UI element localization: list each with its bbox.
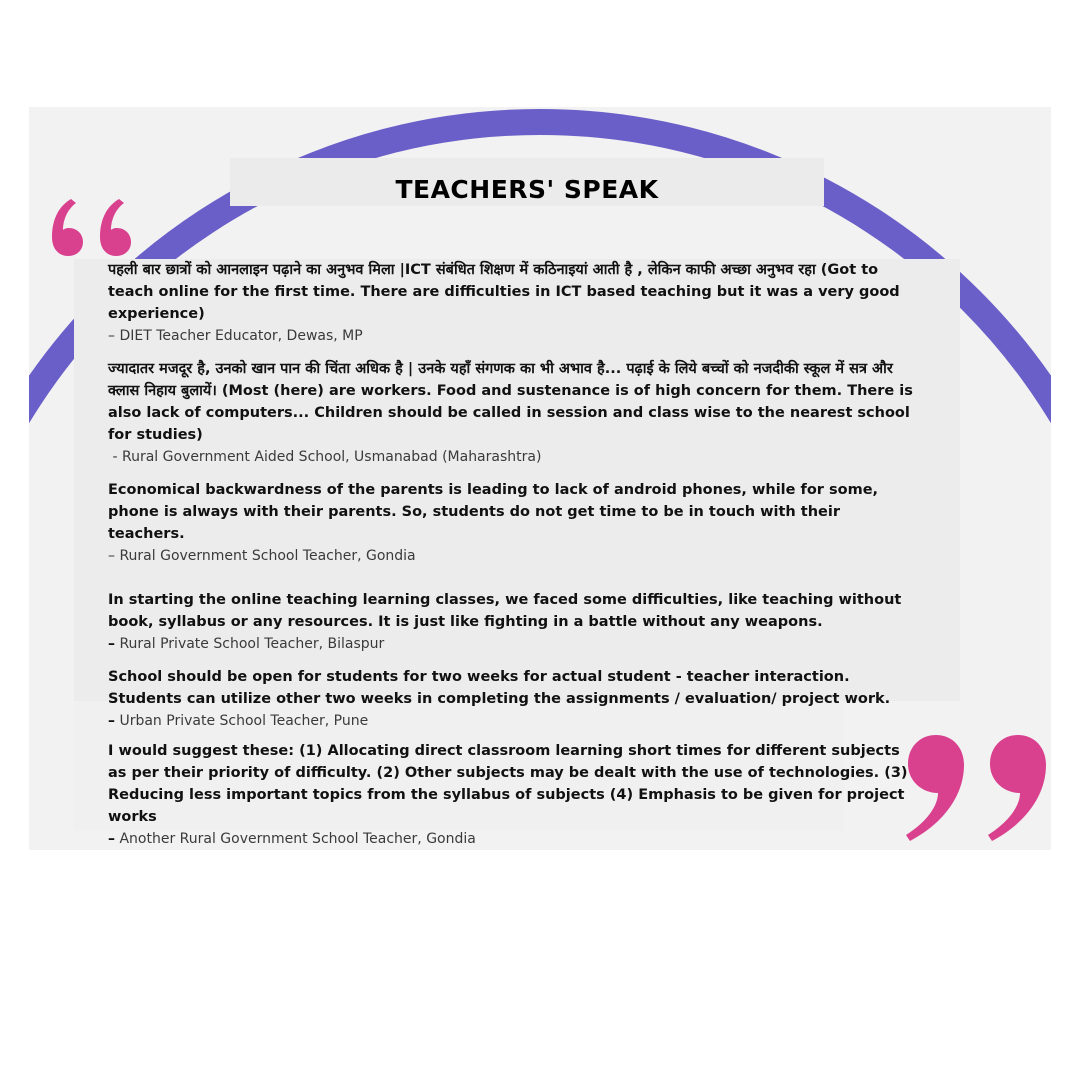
quote-text: In starting the online teaching learning classes, we faced some difficulties, like teaching without book, syllabus or any resources. It is just like fighting in a battle without any weapons. (108, 592, 902, 630)
quote-source (108, 710, 920, 732)
source-dash: – (108, 548, 115, 564)
source-name: Rural Government Aided School, Usmanabad (Maharashtra) (121, 449, 542, 465)
quote-text: पहली बार छात्रों को आनलाइन पढ़ाने का अनुभव मिला |ICT संबंधित शिक्षण में कठिनाइयां आती है , लेकिन काफी अच्छा अनुभव रहा (Got to teach online for the first time. There are difficulties in ICT based teaching but it was a very good experience) (108, 262, 900, 322)
quote-source (108, 633, 920, 655)
quote-text: Economical backwardness of the parents is leading to lack of android phones, while for some, phone is always with their parents. So, students do not get time to be in touch with their teachers. (108, 482, 879, 542)
content-panel (29, 107, 1051, 850)
close-quote-icon (902, 735, 1050, 843)
source-name: Urban Private School Teacher, Pune (119, 713, 369, 729)
source-name: Rural Government School Teacher, Gondia (119, 548, 416, 564)
quote-item (108, 358, 920, 468)
source-dash: – (108, 831, 115, 847)
quote-item (108, 479, 920, 567)
quotes-list (108, 259, 920, 850)
quote-text: I would suggest these: (1) Allocating direct classroom learning short times for different subjects as per their priority of difficulty. (2) Other subjects may be dealt with the use of technologies. (3) Reducing less important topics from the syllabus of subjects (4) Emphasis to be given for project works (108, 743, 908, 825)
source-dash: - (112, 449, 118, 465)
quote-source (108, 828, 920, 850)
source-dash: – (108, 636, 115, 652)
quote-item (108, 740, 920, 850)
quote-source (108, 325, 920, 347)
quote-item (108, 589, 920, 655)
source-dash: – (108, 713, 115, 729)
source-dash: – (108, 328, 115, 344)
source-name: DIET Teacher Educator, Dewas, MP (119, 328, 363, 344)
quote-text: School should be open for students for two weeks for actual student - teacher interaction. Students can utilize other two weeks in completing the assignments / evaluation/ project work. (108, 669, 891, 707)
quote-source (108, 545, 920, 567)
quote-item (108, 666, 920, 732)
quote-source (108, 446, 920, 468)
quote-text: ज्यादातर मजदूर है, उनको खान पान की चिंता अधिक है | उनके यहाँ संगणक का भी अभाव है... पढ़ाई के लिये बच्चों को नजदीकी स्कूल में सत्र और क्लास निहाय बुलायें। (Most (here) are workers. Food and sustenance is of high concern for them. There is also lack of computers... Children should be called in session and class wise to the nearest school for studies) (108, 361, 913, 443)
open-quote-icon (51, 199, 133, 257)
source-name: Another Rural Government School Teacher, Gondia (119, 831, 476, 847)
source-name: Rural Private School Teacher, Bilaspur (119, 636, 385, 652)
quote-item (108, 259, 920, 347)
page-title: TEACHERS' SPEAK (395, 175, 659, 204)
